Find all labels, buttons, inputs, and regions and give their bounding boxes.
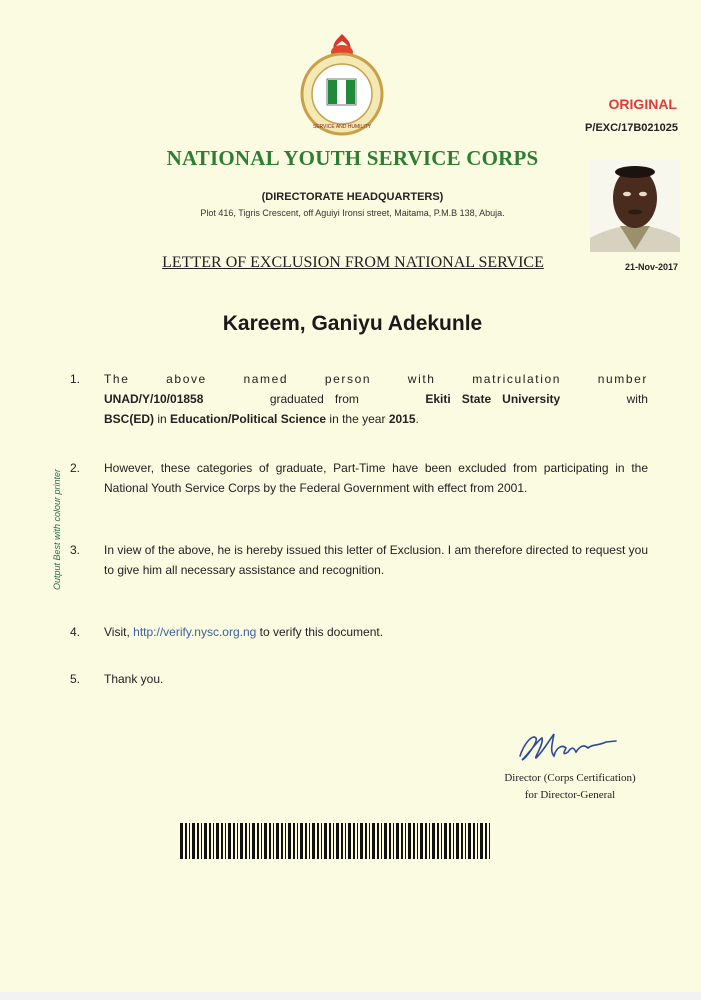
- barcode-bar: [480, 823, 483, 859]
- barcode-bar: [324, 823, 327, 859]
- paragraph-number: 5.: [70, 672, 81, 686]
- barcode-bar: [245, 823, 247, 859]
- nysc-logo: [298, 32, 386, 136]
- barcode-bar: [252, 823, 255, 859]
- paragraph-number: 3.: [70, 543, 81, 557]
- barcode-bar: [336, 823, 339, 859]
- paragraph-number: 4.: [70, 625, 81, 639]
- passport-photo: [590, 160, 680, 252]
- university-name: Ekiti State University: [425, 392, 561, 406]
- barcode-bar: [288, 823, 291, 859]
- barcode-bar: [317, 823, 319, 859]
- barcode-bar: [473, 823, 475, 859]
- barcode-bar: [240, 823, 243, 859]
- barcode-bar: [420, 823, 423, 859]
- signatory-on-behalf: for Director-General: [524, 789, 616, 801]
- barcode-bar: [456, 823, 459, 859]
- barcode-bar: [269, 823, 271, 859]
- barcode-bar: [401, 823, 403, 859]
- matriculation-number: UNAD/Y/10/01858: [104, 392, 204, 406]
- barcode-bar: [228, 823, 231, 859]
- barcode-bar: [273, 823, 274, 859]
- barcode-bar: [353, 823, 355, 859]
- barcode-bar: [197, 823, 199, 859]
- barcode-bar: [444, 823, 447, 859]
- barcode-bar: [372, 823, 375, 859]
- barcode-bar: [461, 823, 463, 859]
- barcode-bar: [293, 823, 295, 859]
- barcode-bar: [249, 823, 250, 859]
- barcode-bar: [468, 823, 471, 859]
- barcode-bar: [389, 823, 391, 859]
- barcode-bar: [489, 823, 490, 859]
- paragraph-text: Visit, http://verify.nysc.org.ng to verify this document.: [104, 625, 384, 639]
- course: Education/Political Science: [170, 412, 327, 426]
- signatory-title: Director (Corps Certification): [504, 772, 636, 784]
- barcode-bar: [180, 823, 183, 859]
- barcode-bar: [453, 823, 454, 859]
- logo-motto: SERVICE AND HUMILITY: [312, 124, 372, 130]
- degree: BSC(ED): [104, 412, 154, 426]
- barcode-bar: [261, 823, 262, 859]
- barcode-bar: [360, 823, 363, 859]
- barcode-bar: [305, 823, 307, 859]
- paragraph-line: BSC(ED) in Education/Political Science in the year 2015.: [104, 412, 419, 426]
- letter-subject: LETTER OF EXCLUSION FROM NATIONAL SERVICE: [162, 254, 544, 271]
- barcode-bar: [405, 823, 406, 859]
- barcode-bar: [309, 823, 310, 859]
- barcode-bar: [281, 823, 283, 859]
- paragraph-text: Thank you.: [104, 672, 164, 686]
- paragraph-text: In view of the above, he is hereby issued this letter of Exclusion. I am therefore directed to request you to give him all necessary assistance and recognition.: [104, 543, 648, 577]
- barcode-bar: [429, 823, 430, 859]
- barcode-bar: [321, 823, 322, 859]
- barcode-bar: [377, 823, 379, 859]
- barcode-bar: [333, 823, 334, 859]
- barcode-bar: [485, 823, 487, 859]
- organization-address: Plot 416, Tigris Crescent, off Aguiyi Ironsi street, Maitama, P.M.B 138, Abuja.: [200, 208, 505, 218]
- barcode-bar: [216, 823, 219, 859]
- barcode-bar: [365, 823, 367, 859]
- barcode-bar: [276, 823, 279, 859]
- barcode-bar: [209, 823, 211, 859]
- barcode-bar: [357, 823, 358, 859]
- barcode-bar: [384, 823, 387, 859]
- barcode-bar: [477, 823, 478, 859]
- printer-note: Output Best with colour printer: [52, 468, 62, 590]
- barcode-bar: [441, 823, 442, 859]
- barcode-bar: [396, 823, 399, 859]
- barcode-bar: [413, 823, 415, 859]
- graduation-year: 2015: [388, 412, 416, 426]
- barcode-bar: [465, 823, 466, 859]
- barcode-bar: [417, 823, 418, 859]
- barcode-bar: [204, 823, 207, 859]
- paragraph-number: 2.: [70, 461, 81, 475]
- barcode-bar: [425, 823, 427, 859]
- barcode-bar: [408, 823, 411, 859]
- barcode-bar: [437, 823, 439, 859]
- directorate-heading: (DIRECTORATE HEADQUARTERS): [261, 191, 444, 203]
- barcode-bar: [213, 823, 214, 859]
- barcode-bar: [449, 823, 451, 859]
- barcode-bar: [225, 823, 226, 859]
- document-barcode: [180, 823, 492, 859]
- barcode-bar: [297, 823, 298, 859]
- organization-title: NATIONAL YOUTH SERVICE CORPS: [166, 146, 539, 170]
- paragraph-text: [104, 369, 648, 429]
- verification-link[interactable]: http://verify.nysc.org.ng: [133, 625, 257, 639]
- barcode-bar: [348, 823, 351, 859]
- director-signature: [514, 724, 624, 764]
- barcode-bar: [257, 823, 259, 859]
- barcode-bar: [393, 823, 394, 859]
- barcode-bar: [201, 823, 202, 859]
- paragraph-line: The above named person with matriculation number: [104, 372, 648, 386]
- barcode-bar: [185, 823, 187, 859]
- barcode-bar: [369, 823, 370, 859]
- barcode-bar: [432, 823, 435, 859]
- barcode-bar: [341, 823, 343, 859]
- barcode-bar: [381, 823, 382, 859]
- barcode-bar: [345, 823, 346, 859]
- paragraph-number: 1.: [70, 372, 81, 386]
- barcode-bar: [285, 823, 286, 859]
- recipient-name: Kareem, Ganiyu Adekunle: [222, 312, 483, 335]
- barcode-bar: [192, 823, 195, 859]
- barcode-bar: [300, 823, 303, 859]
- signatory-block: [480, 770, 660, 804]
- barcode-bar: [329, 823, 331, 859]
- paragraph-line: UNAD/Y/10/01858 graduated from Ekiti State University with: [104, 392, 648, 406]
- barcode-bar: [237, 823, 238, 859]
- barcode-bar: [264, 823, 267, 859]
- paragraph-text: However, these categories of graduate, Part-Time have been excluded from participating in the National Youth Service Corps by the Federal Government with effect from 2001.: [104, 461, 648, 495]
- barcode-bar: [221, 823, 223, 859]
- barcode-bar: [312, 823, 315, 859]
- page-edge: [0, 992, 701, 1000]
- reference-number: P/EXC/17B021025: [585, 122, 678, 134]
- barcode-bar: [233, 823, 235, 859]
- barcode-bar: [189, 823, 190, 859]
- original-label: ORIGINAL: [608, 96, 677, 112]
- issue-date: 21-Nov-2017: [624, 262, 678, 272]
